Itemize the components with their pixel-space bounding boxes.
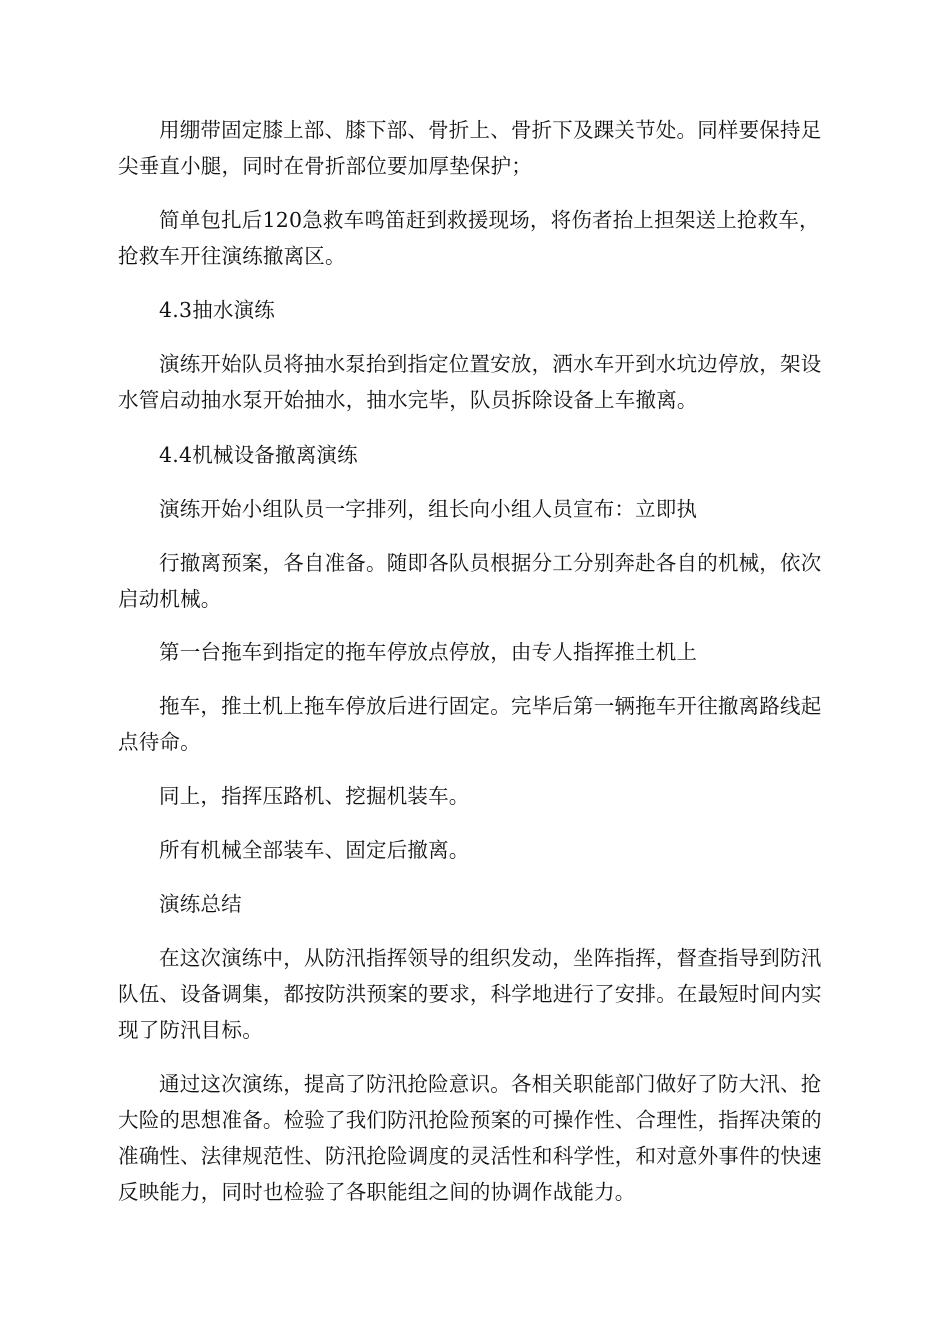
paragraph-summary-organization: 在这次演练中，从防汛指挥领导的组织发动，坐阵指挥，督查指导到防汛队伍、设备调集，都按防洪预案的要求，科学地进行了安排。在最短时间内实现了防汛目标。 <box>118 946 822 1042</box>
paragraph-bulldozer-loading: 拖车，推土机上拖车停放后进行固定。完毕后第一辆拖车开往撤离路线起点待命。 <box>118 694 822 754</box>
paragraph-ambulance: 简单包扎后120急救车鸣笛赶到救援现场，将伤者抬上担架送上抢救车，抢救车开往演练撤离区。 <box>118 208 820 268</box>
paragraph-all-evacuate: 所有机械全部装车、固定后撤离。 <box>159 838 470 862</box>
paragraph-first-trailer: 第一台拖车到指定的拖车停放点停放，由专人指挥推土机上 <box>159 640 698 664</box>
heading-pumping-drill: 4.3抽水演练 <box>159 298 276 322</box>
paragraph-splint-fixation: 用绷带固定膝上部、膝下部、骨折上、骨折下及踝关节处。同样要保持足尖垂直小腿，同时在骨折部位要加厚垫保护； <box>118 118 822 178</box>
heading-machinery-evacuation: 4.4机械设备撤离演练 <box>159 443 358 467</box>
paragraph-pumping-drill: 演练开始队员将抽水泵抬到指定位置安放，洒水车开到水坑边停放，架设水管启动抽水泵开始抽水，抽水完毕，队员拆除设备上车撤离。 <box>118 352 822 412</box>
paragraph-start-machinery: 行撤离预案，各自准备。随即各队员根据分工分别奔赴各自的机械，依次启动机械。 <box>118 551 822 611</box>
paragraph-summary-awareness: 通过这次演练，提高了防汛抢险意识。各相关职能部门做好了防大汛、抢大险的思想准备。检验了我们防汛抢险预案的可操作性、合理性，指挥决策的准确性、法律规范性、防汛抢险调度的灵活性和科学性，和对意外事件的快速反映能力，同时也检验了各职能组之间的协调作战能力。 <box>118 1072 822 1204</box>
paragraph-roller-excavator: 同上，指挥压路机、挖掘机装车。 <box>159 784 470 808</box>
paragraph-team-lineup: 演练开始小组队员一字排列，组长向小组人员宣布：立即执 <box>159 497 698 521</box>
heading-drill-summary: 演练总结 <box>159 892 242 916</box>
